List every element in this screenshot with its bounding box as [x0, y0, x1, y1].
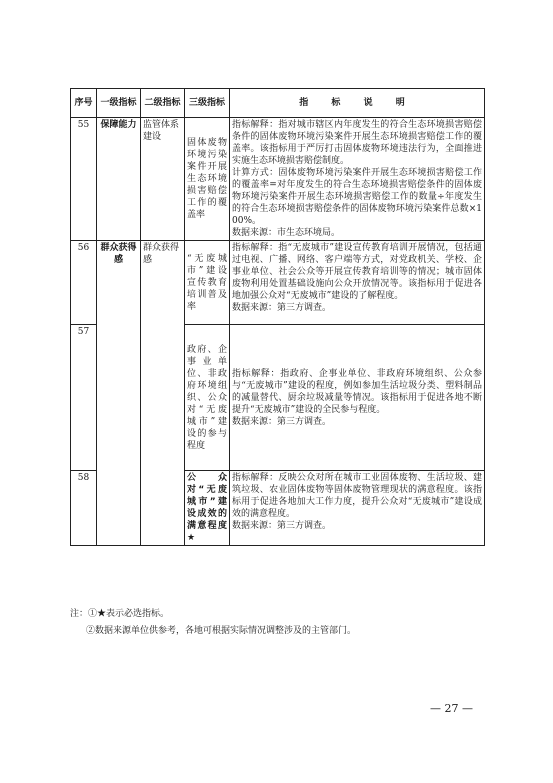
header-level2: 二级指标 [141, 89, 185, 118]
description-paragraph: 计算方式：固体废物环境污染案件开展生态环境损害赔偿工作的覆盖率=对年度发生的符合生态环境损害赔偿条件的固体废物环境污染案件开展生态环境损害赔偿工作的数量÷年度发生的符合生态环境损害赔偿条件的固体废物环境污染案件总数×100%。 [232, 168, 482, 226]
header-description: 指 标 说 明 [230, 89, 485, 118]
description-paragraph: 指标解释：指对城市辖区内年度发生的符合生态环境损害赔偿条件的固体废物环境污染案件开展生态环境损害赔偿工作的覆盖率。该指标用于严厉打击固体废物环境违法行为，全面推进实施生态环境损害赔偿制度。 [232, 120, 482, 166]
row-number: 57 [71, 325, 97, 471]
footnote-1: 注：①★表示必选指标。 [70, 609, 170, 619]
description-paragraph: 指标解释：指政府、企事业单位、非政府环境组织、公众参与“无废城市”建设的程度，例如参加生活垃圾分类、塑料制品的减量替代、厨余垃圾减量等情况。该指标用于促进各地不断提升“无废城市”建设的全民参与程度。 [232, 368, 482, 415]
footnote-2: ②数据来源单位供参考，各地可根据实际情况调整涉及的主管部门。 [86, 626, 357, 636]
description-paragraph: 数据来源：第三方调查。 [232, 521, 332, 531]
level3-cell: 固体废物环境污染案件开展生态环境损害赔偿工作的覆盖率 [185, 118, 230, 241]
header-no: 序号 [71, 89, 97, 118]
table-row [71, 241, 485, 325]
description-cell [230, 118, 485, 241]
header-level3: 三级指标 [185, 89, 230, 118]
description-paragraph: 指标解释：反映公众对所在城市工业固体废物、生活垃圾、建筑垃圾、农业固体废物等固体废物管理现状的满意程度。该指标用于促进各地加大工作力度，提升公众对“无废城市”建设成效的满意程度。 [232, 473, 482, 519]
description-cell [230, 471, 485, 546]
row-number: 55 [71, 118, 97, 241]
level3-cell: 政府、企事业单位、非政府环境组织、公众对“无废城市”建设的参与程度 [185, 325, 230, 471]
description-paragraph: 指标解释：指“无废城市”建设宣传教育培训开展情况，包括通过电视、广播、网络、客户端等方式，对党政机关、学校、企事业单位、社会公众等开展宣传教育培训等的情况；城市固体废物利用处置基础设施向公众开放情况等。该指标用于促进各地加强公众对“无废城市”建设的了解程度。 [232, 243, 482, 301]
description-paragraph: 数据来源：第三方调查。 [232, 303, 332, 313]
row-number: 56 [71, 241, 97, 325]
table-row [71, 118, 485, 241]
description-cell [230, 241, 485, 325]
table-header-row [71, 89, 485, 118]
description-paragraph: 数据来源：第三方调查。 [232, 416, 332, 427]
level1-cell: 群众获得感 [97, 241, 141, 546]
description-paragraph: 数据来源：市生态环境局。 [232, 228, 341, 238]
level1-cell: 保障能力 [97, 118, 141, 241]
description-cell [230, 325, 485, 471]
level2-cell: 群众获得感 [141, 241, 185, 546]
level3-cell: “无废城市”建设宣传教育培训普及率 [185, 241, 230, 325]
indicator-table [70, 88, 485, 546]
header-level1: 一级指标 [97, 89, 141, 118]
footnotes [70, 606, 484, 640]
row-number: 58 [71, 471, 97, 546]
page-number: — 27 — [430, 702, 473, 715]
level2-cell: 监管体系建设 [141, 118, 185, 241]
level3-cell: 公众对“无废城市”建设成效的满意程度★ [185, 471, 230, 546]
